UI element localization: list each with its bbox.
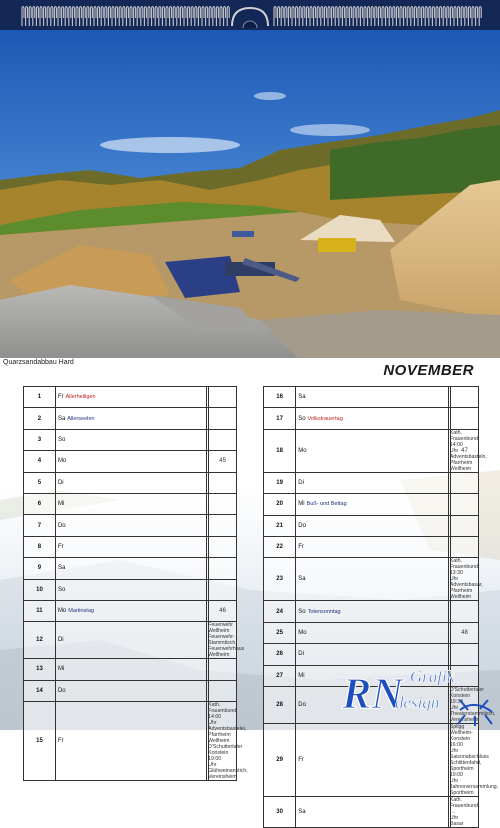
weekday-label: Sa xyxy=(57,565,66,572)
photo-caption: Quarzsandabbau Hard xyxy=(3,359,74,366)
weekday-label: Fr xyxy=(298,544,304,551)
week-number xyxy=(209,659,237,680)
day-row xyxy=(24,659,237,680)
week-number xyxy=(209,472,237,493)
day-number: 23 xyxy=(264,558,296,601)
day-number: 19 xyxy=(264,472,296,493)
day-row xyxy=(264,408,479,429)
day-number: 25 xyxy=(264,622,296,643)
day-row xyxy=(264,723,479,796)
day-cell xyxy=(55,515,206,536)
day-row xyxy=(264,601,479,622)
day-cell xyxy=(296,494,449,515)
day-number: 20 xyxy=(264,494,296,515)
week-number xyxy=(209,680,237,701)
entry-cell xyxy=(207,622,245,659)
day-row xyxy=(24,702,237,781)
weekday-label: Fr xyxy=(57,738,64,745)
week-number xyxy=(451,515,479,536)
svg-text:RN: RN xyxy=(342,669,404,718)
weekday-label: Sa xyxy=(57,415,66,422)
day-row xyxy=(24,600,237,621)
event-note: Kath. Frauenbund 14:00 Uhr Adventsbastelei, Pfarrheim Wellheim D'Schuttertaler Konstein 19:00 Uhr Glühweinanstich, Vereinsheim xyxy=(208,702,248,781)
day-cell xyxy=(55,659,206,680)
weekday-label: Sa xyxy=(298,808,306,815)
day-number: 3 xyxy=(24,429,56,450)
day-cell xyxy=(55,387,206,408)
day-number: 8 xyxy=(24,536,56,557)
day-cell xyxy=(55,408,206,429)
day-number: 22 xyxy=(264,536,296,557)
weekday-label: Do xyxy=(298,522,306,529)
calendar-left-column xyxy=(23,386,248,781)
day-number: 26 xyxy=(264,644,296,665)
rn-grafik-design-logo xyxy=(340,660,500,730)
weekday-label: Mi xyxy=(57,666,65,673)
day-number: 29 xyxy=(264,723,296,796)
day-row xyxy=(264,387,479,408)
day-number: 18 xyxy=(264,429,296,472)
holiday-label: Totensonntag xyxy=(307,608,341,615)
event-note: Kath. Frauenbund 13:30 Uhr Adventsbasar, Pfarrheim Wellheim xyxy=(449,558,483,601)
day-row xyxy=(24,536,237,557)
holiday-label: Volkstrauertag xyxy=(307,415,343,422)
day-row xyxy=(264,622,479,643)
week-number xyxy=(451,494,479,515)
day-row xyxy=(264,796,479,827)
event-note: Spligg Wellheim-Konstein 16:00 Uhr Saisonabschluss Schlittenfahrt, Sportheim 19:00 Uhr Jahresversammlung, Sportheim xyxy=(449,723,499,796)
day-row xyxy=(24,680,237,701)
day-number: 11 xyxy=(24,600,56,621)
weekday-label: Di xyxy=(57,637,64,644)
day-row xyxy=(264,515,479,536)
entry-cell xyxy=(207,702,248,781)
day-number: 2 xyxy=(24,408,56,429)
day-cell xyxy=(296,601,449,622)
week-number xyxy=(209,536,237,557)
entry-cell xyxy=(448,723,499,796)
quarry-photo xyxy=(0,30,500,358)
weekday-label: Do xyxy=(57,687,66,694)
day-number: 21 xyxy=(264,515,296,536)
week-number xyxy=(209,515,237,536)
week-number xyxy=(451,796,479,827)
day-row xyxy=(24,622,237,659)
week-number: 45 xyxy=(209,451,237,472)
day-row xyxy=(264,429,479,472)
weekday-label: Mo xyxy=(298,629,307,636)
weekday-label: Fr xyxy=(298,756,304,763)
weekday-label: Fr xyxy=(57,543,64,550)
day-row xyxy=(264,536,479,557)
weekday-label: Do xyxy=(57,522,66,529)
day-cell xyxy=(296,515,449,536)
day-cell xyxy=(296,387,449,408)
calendar-right-column xyxy=(263,386,499,828)
day-number: 9 xyxy=(24,558,56,579)
day-cell xyxy=(55,558,206,579)
week-number xyxy=(451,408,479,429)
day-cell xyxy=(55,493,206,514)
day-row xyxy=(24,493,237,514)
day-number: 15 xyxy=(24,702,56,781)
day-row xyxy=(24,579,237,600)
weekday-label: Mi xyxy=(298,672,305,679)
event-note: Feuerwehr Wellheim Feuerwehr- Stammtisch, Feuerwehrhaus Wellheim xyxy=(208,622,245,659)
day-number: 16 xyxy=(264,387,296,408)
weekday-label: Di xyxy=(298,651,304,658)
week-number xyxy=(451,601,479,622)
weekday-label: Mi xyxy=(57,501,65,508)
day-row xyxy=(264,558,479,601)
week-number xyxy=(451,472,479,493)
day-cell xyxy=(296,536,449,557)
day-cell xyxy=(55,429,206,450)
weekday-label: So xyxy=(57,436,66,443)
day-cell xyxy=(55,579,206,600)
day-row xyxy=(24,472,237,493)
day-row xyxy=(24,451,237,472)
weekday-label: So xyxy=(298,415,306,422)
day-cell xyxy=(296,622,449,643)
weekday-label: Fr xyxy=(57,394,64,401)
svg-text:Grafik: Grafik xyxy=(410,667,455,686)
day-number: 7 xyxy=(24,515,56,536)
day-cell xyxy=(296,408,449,429)
event-note: Kath. Frauenbund … Uhr Basar xyxy=(449,796,478,827)
weekday-label: Sa xyxy=(298,576,306,583)
weekday-label: Mo xyxy=(57,608,67,615)
day-cell xyxy=(55,536,206,557)
weekday-label: Di xyxy=(57,479,64,486)
entry-cell xyxy=(448,796,478,827)
week-number xyxy=(209,387,237,408)
wire-binding xyxy=(0,2,500,28)
week-number xyxy=(451,387,479,408)
weekday-label: So xyxy=(298,608,306,615)
day-number: 10 xyxy=(24,579,56,600)
weekday-label: Mo xyxy=(298,447,307,454)
day-cell xyxy=(55,472,206,493)
week-number xyxy=(209,429,237,450)
week-number xyxy=(209,579,237,600)
day-number: 30 xyxy=(264,796,296,827)
week-number: 46 xyxy=(209,600,237,621)
week-number xyxy=(209,408,237,429)
weekday-label: Sa xyxy=(298,394,306,401)
day-row xyxy=(24,429,237,450)
month-title: NOVEMBER xyxy=(383,362,474,379)
day-number: 28 xyxy=(264,686,296,723)
weekday-label: Mi xyxy=(298,501,305,508)
week-number xyxy=(449,723,499,796)
day-number: 12 xyxy=(24,622,56,659)
day-row xyxy=(24,515,237,536)
event-note: D'Schuttertaler Konstein 19:30 Uhr Theaterstammtisch, Vereinsheim xyxy=(449,686,496,723)
day-number: 5 xyxy=(24,472,56,493)
entry-cell xyxy=(448,558,483,601)
week-number xyxy=(209,493,237,514)
week-number xyxy=(451,536,479,557)
day-cell xyxy=(55,600,206,621)
day-row xyxy=(264,472,479,493)
holiday-label: Allerheiligen xyxy=(65,394,96,401)
week-number: 47 xyxy=(451,429,479,472)
day-number: 27 xyxy=(264,665,296,686)
day-number: 6 xyxy=(24,493,56,514)
day-row xyxy=(24,408,237,429)
holiday-label: Buß- und Bettag xyxy=(306,501,347,508)
day-row xyxy=(24,387,237,408)
holiday-label: Martinstag xyxy=(68,608,94,615)
day-number: 17 xyxy=(264,408,296,429)
day-cell xyxy=(55,680,206,701)
event-note: Kath. Frauenbund 14:00 Uhr Adventsbasteln, Pfarrheim Wellheim xyxy=(449,429,487,472)
day-number: 4 xyxy=(24,451,56,472)
svg-text:design: design xyxy=(395,693,440,712)
day-number: 24 xyxy=(264,601,296,622)
day-cell xyxy=(55,451,206,472)
weekday-label: Do xyxy=(298,701,306,708)
holiday-label: Allerseelen xyxy=(67,415,95,422)
weekday-label: Di xyxy=(298,479,304,486)
day-row xyxy=(264,494,479,515)
day-number: 13 xyxy=(24,659,56,680)
day-number: 1 xyxy=(24,387,56,408)
weekday-label: So xyxy=(57,586,66,593)
day-row xyxy=(24,558,237,579)
week-number: 48 xyxy=(451,622,479,643)
week-number xyxy=(209,558,237,579)
weekday-label: Mo xyxy=(57,458,67,465)
day-cell xyxy=(296,472,449,493)
day-number: 14 xyxy=(24,680,56,701)
